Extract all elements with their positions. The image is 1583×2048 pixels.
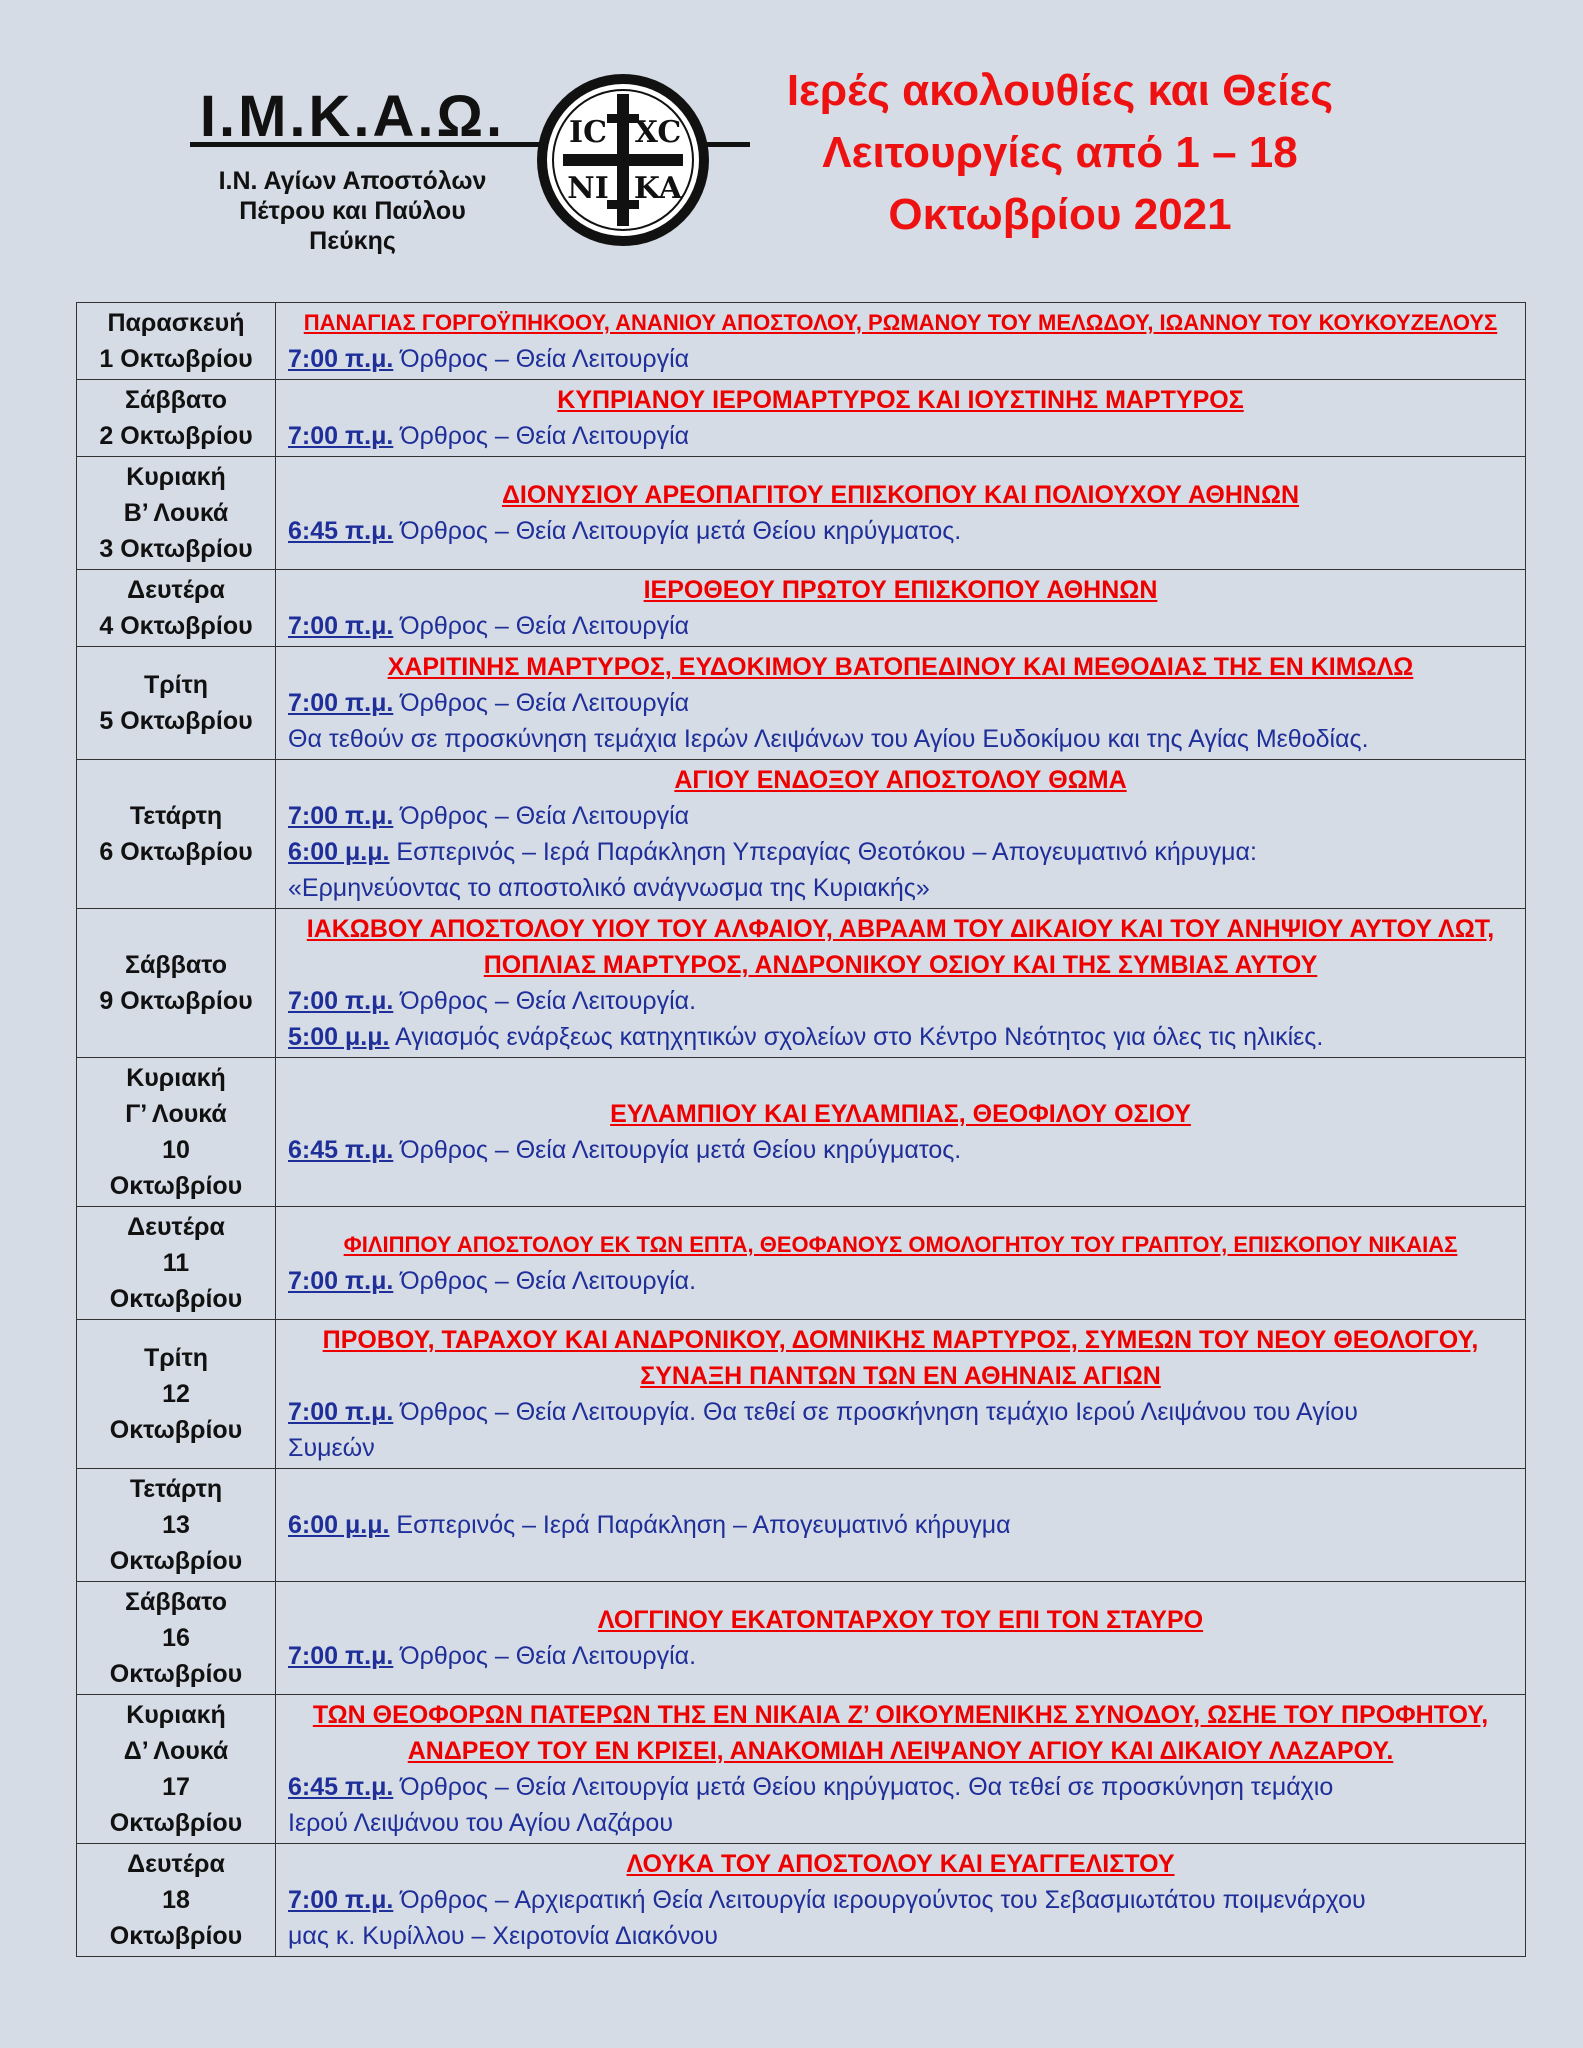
seal-text-ic: IC <box>569 115 607 150</box>
service-description: Όρθρος – Θεία Λειτουργία. <box>393 987 697 1015</box>
day-label: 18 <box>162 1886 190 1914</box>
day-label: Οκτωβρίου <box>109 1285 243 1313</box>
service-note: Θα τεθούν σε προσκύνηση τεμάχια Ιερών Λειψάνων του Αγίου Ευδοκίμου και της Αγίας Μεθοδίας. <box>288 725 1369 753</box>
schedule-row <box>77 1844 1526 1957</box>
day-cell <box>77 1582 276 1695</box>
feast-title: ΦΙΛΙΠΠΟΥ ΑΠΟΣΤΟΛΟΥ ΕΚ ΤΩΝ ΕΠΤΑ, ΘΕΟΦΑΝΟΥΣ ΟΜΟΛΟΓΗΤΟΥ ΤΟΥ ΓΡΑΠΤΟΥ, ΕΠΙΣΚΟΠΟΥ ΝΙΚΑΙΑΣ <box>343 1232 1458 1257</box>
events-cell <box>276 647 1526 760</box>
service-line <box>288 798 1513 834</box>
page-title <box>760 60 1360 246</box>
day-cell <box>77 570 276 647</box>
day-label: 11 <box>162 1249 190 1277</box>
service-time: 7:00 π.μ. <box>288 1886 394 1914</box>
service-description: Όρθρος – Θεία Λειτουργία. <box>393 1267 697 1295</box>
feast-title: ΠΑΝΑΓΙΑΣ ΓΟΡΓΟΫΠΗΚΟΟΥ, ΑΝΑΝΙΟΥ ΑΠΟΣΤΟΛΟΥ, ΡΩΜΑΝΟΥ ΤΟΥ ΜΕΛΩΔΟΥ, ΙΩΑΝΝΟΥ ΤΟΥ ΚΟΥΚΟΥΖΕΛΟΥΣ <box>303 310 1498 335</box>
events-cell <box>276 380 1526 457</box>
day-label: Τρίτη <box>143 671 209 699</box>
day-cell <box>77 1320 276 1469</box>
schedule-row <box>77 457 1526 570</box>
service-time: 6:45 π.μ. <box>288 1773 394 1801</box>
icxc-nika-seal-icon <box>533 70 713 250</box>
feast-title: ΙΑΚΩΒΟΥ ΑΠΟΣΤΟΛΟΥ ΥΙΟΥ ΤΟΥ ΑΛΦΑΙΟΥ, ΑΒΡΑΑΜ ΤΟΥ ΔΙΚΑΙΟΥ ΚΑΙ ΤΟΥ ΑΝΗΨΙΟΥ ΑΥΤΟΥ ΛΩΤ, <box>306 915 1495 943</box>
service-time: 5:00 μ.μ. <box>288 1023 390 1051</box>
schedule-row <box>77 1695 1526 1844</box>
day-label: Τετάρτη <box>129 802 223 830</box>
service-time: 6:00 μ.μ. <box>288 838 390 866</box>
events-cell <box>276 303 1526 380</box>
logo-subtitle-line-2: Πέτρου και Παύλου <box>239 197 466 225</box>
day-label: Σάββατο <box>125 386 227 414</box>
schedule-row <box>77 1469 1526 1582</box>
day-cell <box>77 1469 276 1582</box>
service-line <box>288 834 1513 870</box>
service-line <box>288 1019 1513 1055</box>
day-cell <box>77 647 276 760</box>
feast-title: ΑΓΙΟΥ ΕΝΔΟΞΟΥ ΑΠΟΣΤΟΛΟΥ ΘΩΜΑ <box>674 766 1127 794</box>
seal-text-ka: KA <box>633 171 683 206</box>
schedule-row <box>77 1320 1526 1469</box>
day-label: Σάββατο <box>125 1588 227 1616</box>
logo-subtitle-line-1: Ι.Ν. Αγίων Αποστόλων <box>218 167 487 195</box>
feast-title: ΚΥΠΡΙΑΝΟΥ ΙΕΡΟΜΑΡΤΥΡΟΣ ΚΑΙ ΙΟΥΣΤΙΝΗΣ ΜΑΡΤΥΡΟΣ <box>557 386 1244 414</box>
day-label: Οκτωβρίου <box>109 1660 243 1688</box>
schedule-row <box>77 1582 1526 1695</box>
events-cell <box>276 909 1526 1058</box>
logo-subtitle-line-3: Πεύκης <box>309 227 396 255</box>
day-cell <box>77 1058 276 1207</box>
service-time: 7:00 π.μ. <box>288 345 394 373</box>
day-cell <box>77 1695 276 1844</box>
service-line <box>288 1263 1513 1299</box>
service-time: 7:00 π.μ. <box>288 1267 394 1295</box>
day-label: 6 Οκτωβρίου <box>99 838 253 866</box>
schedule-table <box>76 302 1526 1957</box>
service-line <box>288 513 1513 549</box>
day-label: Οκτωβρίου <box>109 1922 243 1950</box>
service-time: 7:00 π.μ. <box>288 422 394 450</box>
day-label: 17 <box>162 1773 190 1801</box>
service-line <box>288 1769 1513 1805</box>
feast-title: ΕΥΛΑΜΠΙΟΥ ΚΑΙ ΕΥΛΑΜΠΙΑΣ, ΘΕΟΦΙΛΟΥ ΟΣΙΟΥ <box>610 1100 1191 1128</box>
service-description: Όρθρος – Θεία Λειτουργία μετά Θείου κηρύγματος. <box>393 1136 962 1164</box>
day-label: Τετάρτη <box>129 1475 223 1503</box>
day-label: Γ’ Λουκά <box>125 1100 227 1128</box>
day-cell <box>77 380 276 457</box>
schedule-row <box>77 303 1526 380</box>
day-label: 4 Οκτωβρίου <box>99 612 253 640</box>
seal-text-xc: XC <box>634 115 682 150</box>
day-label: 1 Οκτωβρίου <box>99 345 253 373</box>
service-time: 7:00 π.μ. <box>288 612 394 640</box>
events-cell <box>276 1320 1526 1469</box>
schedule-body <box>77 303 1526 1957</box>
schedule-row <box>77 760 1526 909</box>
service-line <box>288 1638 1513 1674</box>
service-line <box>288 1507 1513 1543</box>
service-description: Όρθρος – Θεία Λειτουργία <box>393 612 690 640</box>
schedule-row <box>77 1207 1526 1320</box>
service-description: Αγιασμός ενάρξεως κατηχητικών σχολείων στο Κέντρο Νεότητος για όλες τις ηλικίες. <box>389 1023 1324 1051</box>
events-cell <box>276 760 1526 909</box>
service-time: 7:00 π.μ. <box>288 1398 394 1426</box>
schedule-row <box>77 647 1526 760</box>
day-cell <box>77 303 276 380</box>
schedule-row <box>77 1058 1526 1207</box>
events-cell <box>276 1207 1526 1320</box>
service-line <box>288 685 1513 721</box>
feast-title: ΔΙΟΝΥΣΙΟΥ ΑΡΕΟΠΑΓΙΤΟΥ ΕΠΙΣΚΟΠΟΥ ΚΑΙ ΠΟΛΙΟΥΧΟΥ ΑΘΗΝΩΝ <box>501 481 1300 509</box>
feast-title: ΧΑΡΙΤΙΝΗΣ ΜΑΡΤΥΡΟΣ, ΕΥΔΟΚΙΜΟΥ ΒΑΤΟΠΕΔΙΝΟΥ ΚΑΙ ΜΕΘΟΔΙΑΣ ΤΗΣ ΕΝ ΚΙΜΩΛΩ <box>387 653 1414 681</box>
day-label: Κυριακή <box>126 463 226 491</box>
events-cell <box>276 1582 1526 1695</box>
feast-title: ΠΟΠΛΙΑΣ ΜΑΡΤΥΡΟΣ, ΑΝΔΡΟΝΙΚΟΥ ΟΣΙΟΥ ΚΑΙ ΤΗΣ ΣΥΜΒΙΑΣ ΑΥΤΟΥ <box>483 951 1318 979</box>
day-label: Παρασκευή <box>107 309 245 337</box>
service-time: 6:45 π.μ. <box>288 517 394 545</box>
feast-title: ΤΩΝ ΘΕΟΦΟΡΩΝ ΠΑΤΕΡΩΝ ΤΗΣ ΕΝ ΝΙΚΑΙΑ Ζ’ ΟΙΚΟΥΜΕΝΙΚΗΣ ΣΥΝΟΔΟΥ, ΩΣΗΕ ΤΟΥ ΠΡΟΦΗΤΟΥ, <box>312 1701 1489 1729</box>
day-label: 12 <box>162 1380 190 1408</box>
day-label: Τρίτη <box>143 1344 209 1372</box>
events-cell <box>276 1469 1526 1582</box>
feast-title: ΛΟΓΓΙΝΟΥ ΕΚΑΤΟΝΤΑΡΧΟΥ ΤΟΥ ΕΠΙ ΤΟΝ ΣΤΑΥΡΟ <box>597 1606 1204 1634</box>
service-line <box>288 1394 1513 1430</box>
logo-abbreviation: Ι.Μ.Κ.Α.Ω. <box>199 84 506 149</box>
service-description: Εσπερινός – Ιερά Παράκληση Υπεραγίας Θεοτόκου – Απογευματινό κήρυγμα: <box>389 838 1257 866</box>
service-line <box>288 1132 1513 1168</box>
day-cell <box>77 1844 276 1957</box>
day-cell <box>77 457 276 570</box>
service-description: Όρθρος – Θεία Λειτουργία μετά Θείου κηρύγματος. Θα τεθεί σε προσκύνηση τεμάχιο <box>393 1773 1334 1801</box>
service-time: 6:00 μ.μ. <box>288 1511 390 1539</box>
day-label: 13 <box>162 1511 190 1539</box>
logo <box>180 86 525 256</box>
service-note: Συμεών <box>288 1434 375 1462</box>
feast-title: ΣΥΝΑΞΗ ΠΑΝΤΩΝ ΤΩΝ ΕΝ ΑΘΗΝΑΙΣ ΑΓΙΩΝ <box>640 1362 1161 1390</box>
day-label: Δευτέρα <box>127 1213 225 1241</box>
day-label: Κυριακή <box>126 1064 226 1092</box>
day-label: Οκτωβρίου <box>109 1547 243 1575</box>
schedule-row <box>77 380 1526 457</box>
feast-title: ΠΡΟΒΟΥ, ΤΑΡΑΧΟΥ ΚΑΙ ΑΝΔΡΟΝΙΚΟΥ, ΔΟΜΝΙΚΗΣ ΜΑΡΤΥΡΟΣ, ΣΥΜΕΩΝ ΤΟΥ ΝΕΟΥ ΘΕΟΛΟΓΟΥ, <box>322 1326 1479 1354</box>
day-label: 10 <box>162 1136 190 1164</box>
feast-title: ΛΟΥΚΑ ΤΟΥ ΑΠΟΣΤΟΛΟΥ ΚΑΙ ΕΥΑΓΓΕΛΙΣΤΟΥ <box>626 1850 1175 1878</box>
service-line <box>288 1882 1513 1918</box>
schedule-row <box>77 570 1526 647</box>
page-title-line-1: Ιερές ακολουθίες και Θείες <box>786 66 1334 115</box>
day-cell <box>77 909 276 1058</box>
service-time: 6:45 π.μ. <box>288 1136 394 1164</box>
service-description: Όρθρος – Θεία Λειτουργία <box>393 802 690 830</box>
service-line <box>288 983 1513 1019</box>
service-description: Όρθρος – Θεία Λειτουργία <box>393 345 690 373</box>
service-time: 7:00 π.μ. <box>288 987 394 1015</box>
events-cell <box>276 1844 1526 1957</box>
events-cell <box>276 1058 1526 1207</box>
day-label: Δευτέρα <box>127 576 225 604</box>
events-cell <box>276 570 1526 647</box>
day-label: Σάββατο <box>125 951 227 979</box>
day-label: Οκτωβρίου <box>109 1416 243 1444</box>
seal-text-ni: NI <box>567 171 609 206</box>
service-description: Όρθρος – Θεία Λειτουργία. Θα τεθεί σε προσκήνηση τεμάχιο Ιερού Λειψάνου του Αγίου <box>393 1398 1358 1426</box>
day-label: Δευτέρα <box>127 1850 225 1878</box>
service-description: Όρθρος – Θεία Λειτουργία <box>393 422 690 450</box>
day-label: Δ’ Λουκά <box>123 1737 229 1765</box>
service-line <box>288 608 1513 644</box>
logo-subtitle <box>180 166 525 256</box>
service-description: Όρθρος – Θεία Λειτουργία μετά Θείου κηρύγματος. <box>393 517 962 545</box>
day-label: 2 Οκτωβρίου <box>99 422 253 450</box>
day-label: 16 <box>162 1624 190 1652</box>
page-header <box>0 0 1583 300</box>
day-label: Κυριακή <box>126 1701 226 1729</box>
day-label: 9 Οκτωβρίου <box>99 987 253 1015</box>
service-time: 7:00 π.μ. <box>288 1642 394 1670</box>
service-note: «Ερμηνεύοντας το αποστολικό ανάγνωσμα της Κυριακής» <box>288 874 930 902</box>
day-label: Οκτωβρίου <box>109 1809 243 1837</box>
day-label: Β’ Λουκά <box>123 499 229 527</box>
service-line <box>288 341 1513 377</box>
day-cell <box>77 760 276 909</box>
day-label: 3 Οκτωβρίου <box>99 535 253 563</box>
page-title-line-3: Οκτωβρίου 2021 <box>888 190 1232 239</box>
schedule-row <box>77 909 1526 1058</box>
page-title-line-2: Λειτουργίες από 1 – 18 <box>822 128 1298 177</box>
feast-title: ΙΕΡΟΘΕΟΥ ΠΡΩΤΟΥ ΕΠΙΣΚΟΠΟΥ ΑΘΗΝΩΝ <box>643 576 1158 604</box>
feast-title: ΑΝΔΡΕΟΥ ΤΟΥ ΕΝ ΚΡΙΣΕΙ, ΑΝΑΚΟΜΙΔΗ ΛΕΙΨΑΝΟΥ ΑΓΙΟΥ ΚΑΙ ΔΙΚΑΙΟΥ ΛΑΖΑΡΟΥ. <box>407 1737 1394 1765</box>
events-cell <box>276 457 1526 570</box>
day-label: Οκτωβρίου <box>109 1172 243 1200</box>
service-note: μας κ. Κυρίλλου – Χειροτονία Διακόνου <box>288 1922 718 1950</box>
events-cell <box>276 1695 1526 1844</box>
day-cell <box>77 1207 276 1320</box>
service-description: Όρθρος – Θεία Λειτουργία <box>393 689 690 717</box>
service-description: Εσπερινός – Ιερά Παράκληση – Απογευματινό κήρυγμα <box>389 1511 1011 1539</box>
service-time: 7:00 π.μ. <box>288 802 394 830</box>
service-description: Όρθρος – Αρχιερατική Θεία Λειτουργία ιερουργούντος του Σεβασμιωτάτου ποιμενάρχου <box>393 1886 1366 1914</box>
service-line <box>288 418 1513 454</box>
service-note: Ιερού Λειψάνου του Αγίου Λαζάρου <box>288 1809 673 1837</box>
service-time: 7:00 π.μ. <box>288 689 394 717</box>
day-label: 5 Οκτωβρίου <box>99 707 253 735</box>
service-description: Όρθρος – Θεία Λειτουργία. <box>393 1642 697 1670</box>
